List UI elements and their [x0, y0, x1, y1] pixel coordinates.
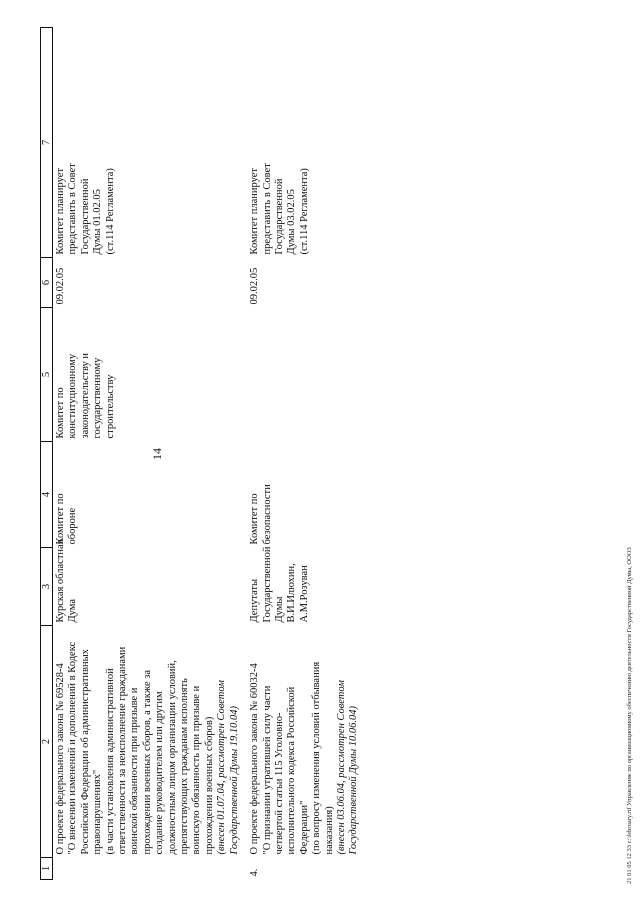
co-committee-cell — [53, 308, 248, 442]
committee-line: Комитет по — [55, 493, 66, 545]
initiator-line: Государственной — [261, 546, 273, 623]
plan-cell — [53, 28, 248, 258]
co-committee-line: законодательству и — [79, 352, 91, 439]
initiator-line: А.М.Розуван — [298, 565, 310, 623]
initiator-line: Думы — [273, 596, 285, 623]
bill-note-line: (внесен 03.06.04, рассмотрен Советом — [335, 680, 347, 855]
bill-title-line: О проекте федерального закона № 60032-4 — [249, 663, 261, 855]
bill-title-line: воинскую обязанность при призыве и — [191, 685, 203, 855]
plan-line: Государственной — [79, 178, 91, 255]
plan-line: Государственной — [273, 178, 285, 255]
row-number-cell — [53, 858, 248, 880]
footer-path: 21 01 05 12 33 c:\february.rtf Управление по организационному обеспечению деятельности Государственной Думы, ООО3 — [626, 547, 633, 884]
plan-line: (ст.114 Регламента) — [298, 168, 310, 255]
plan-line: представить в Совет — [67, 163, 79, 255]
table-row — [53, 28, 248, 880]
plan-line: представить в Совет — [261, 163, 273, 255]
bill-title-line: (по вопросу изменения условий отбывания — [311, 661, 323, 855]
bill-title-line: четвертой статьи 115 Уголовно- — [273, 712, 285, 855]
table-row — [247, 28, 367, 880]
date-value: 09.02.05 — [249, 267, 261, 305]
bill-title-line: О проекте федерального закона № 69528-4 — [55, 663, 66, 855]
plan-line: Думы 01.02.05 — [92, 189, 104, 255]
bill-title-line: прохождении военных сборов) — [203, 716, 215, 855]
col-number-3: 3 — [41, 548, 53, 626]
plan-line: Комитет планирует — [55, 168, 66, 255]
committee-line: обороне — [67, 507, 79, 545]
co-committee-line: Комитет по — [55, 387, 66, 439]
initiator-line: Курская областная — [55, 539, 66, 623]
committee-cell — [53, 442, 248, 548]
bill-title-line: наказания) — [323, 806, 335, 855]
bill-title-line: "О признании утратившей силу части — [261, 685, 273, 855]
date-cell — [247, 258, 367, 308]
bill-title-line: Российской Федерации об административных — [79, 649, 91, 855]
committee-cell — [247, 442, 367, 548]
initiator-line: Депутаты — [249, 578, 261, 623]
plan-line: Комитет планирует — [249, 168, 261, 255]
initiator-line: В.И.Илюхин, — [286, 563, 298, 623]
initiator-cell — [247, 548, 367, 626]
bill-title-line: Федерации" — [298, 800, 310, 855]
bill-title-cell — [247, 626, 367, 858]
bill-title-cell — [53, 626, 248, 858]
bills-table — [40, 27, 367, 880]
row-number: 4. — [249, 868, 261, 877]
plan-cell — [247, 28, 367, 258]
bill-note-line: (внесен 01.07.04, рассмотрен Советом — [216, 680, 228, 855]
col-number-7: 7 — [41, 28, 53, 258]
page-number: 14 — [150, 448, 164, 460]
bill-title-line: должностным лицом организации условий, — [166, 660, 178, 855]
bill-note-line: Государственной Думы 10.06.04) — [348, 706, 360, 855]
col-number-4: 4 — [41, 442, 53, 548]
col-number-5: 5 — [41, 308, 53, 442]
bill-title-line: ответственности за неисполнение гражданами — [117, 646, 129, 855]
plan-line: (ст.114 Регламента) — [104, 168, 116, 255]
bill-title-line: правонарушениях" — [92, 769, 104, 855]
bill-title-line: создание руководителем или другим — [154, 691, 166, 855]
bill-note-line: Государственной Думы 19.10.04) — [228, 706, 240, 855]
co-committee-line: государственному — [92, 357, 104, 439]
committee-line: безопасности — [261, 484, 273, 545]
bill-title-line: препятствующих гражданам исполнять — [179, 678, 191, 855]
bill-title-line: воинской обязанности при призыве и — [129, 687, 141, 855]
initiator-line: Дума — [67, 598, 79, 623]
column-number-row — [41, 28, 53, 880]
bill-title-line: прохождении военных сборов, а также за — [141, 669, 153, 855]
initiator-cell — [53, 539, 248, 626]
bill-title-line: исполнительного кодекса Российской — [286, 686, 298, 855]
bill-title-line: "О внесении изменений и дополнений в Кодекс — [67, 641, 79, 855]
col-number-2: 2 — [41, 626, 53, 858]
col-number-6: 6 — [41, 258, 53, 308]
date-value: 09.02.05 — [55, 267, 66, 305]
co-committee-line: строительству — [104, 374, 116, 439]
date-cell — [53, 258, 248, 308]
committee-line: Комитет по — [249, 493, 261, 545]
bill-title-line: (в части установления административной — [104, 668, 116, 855]
row-number-cell — [247, 858, 367, 880]
co-committee-line: конституционному — [67, 353, 79, 439]
col-number-1: 1 — [41, 858, 53, 880]
plan-line: Думы 03.02.05 — [286, 189, 298, 255]
co-committee-cell — [247, 308, 367, 442]
